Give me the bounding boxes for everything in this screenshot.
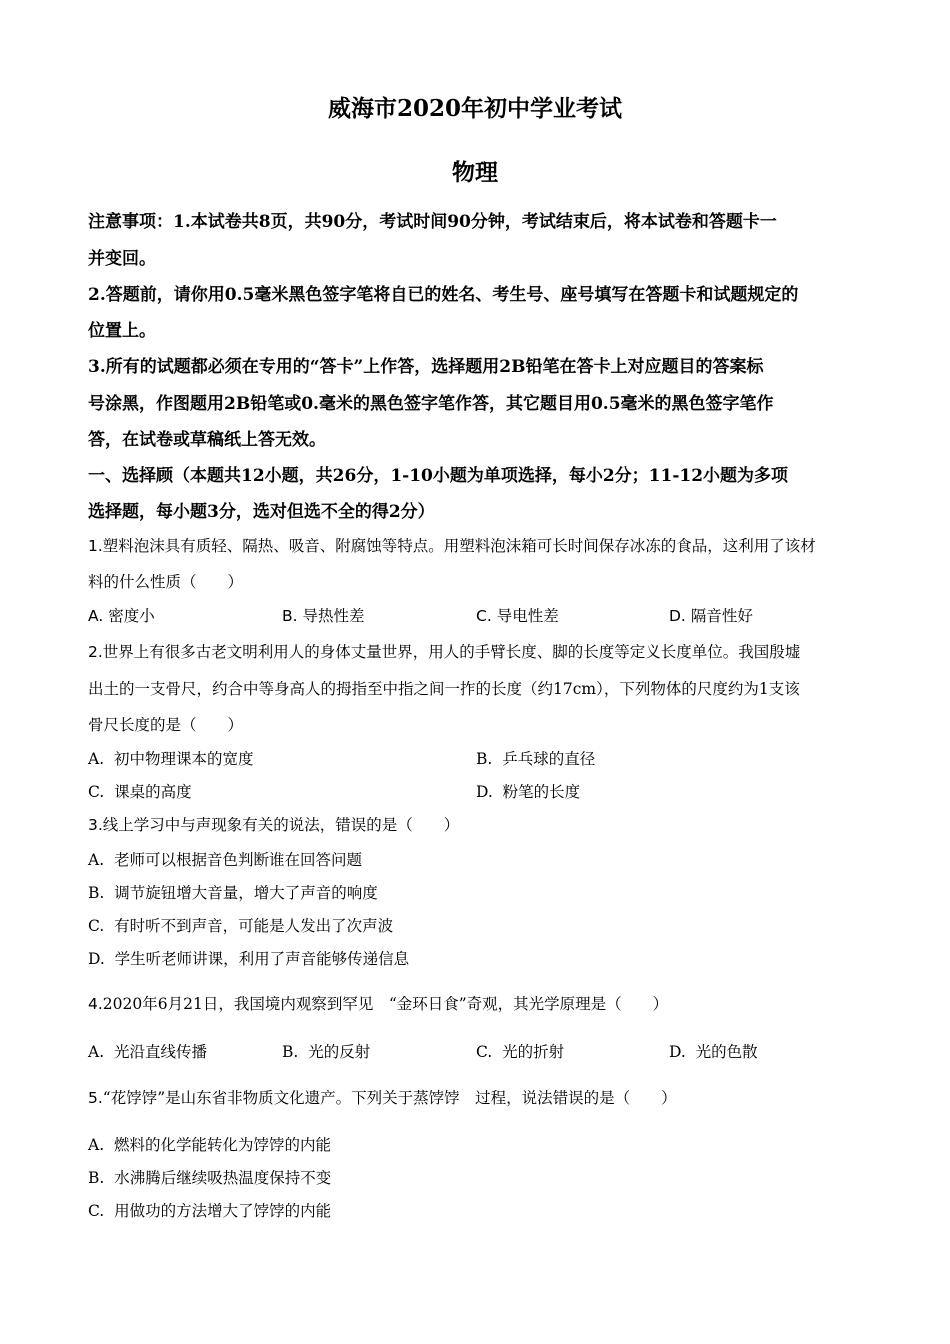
- question-5-number: 5.: [88, 1089, 103, 1107]
- question-5-option-b[interactable]: [88, 1166, 331, 1188]
- option-letter: C.: [88, 1202, 105, 1220]
- question-3-option-a[interactable]: [88, 848, 362, 870]
- option-letter: B.: [476, 750, 493, 768]
- question-2-line-1: [88, 640, 800, 662]
- question-1-stem: 塑料泡沫具有质轻、隔热、吸音、附腐蚀等特点。用塑料泡沫箱可长时间保存冰冻的食品，这利用了该材: [102, 537, 816, 555]
- option-text: 有时听不到声音，可能是人发出了次声波: [114, 917, 394, 935]
- question-1-number: 1.: [88, 537, 103, 555]
- option-letter: D.: [669, 1043, 686, 1061]
- option-text: 密度小: [108, 607, 155, 625]
- question-2-line-3: 骨尺长度的是（ ）: [88, 716, 244, 734]
- option-letter: C.: [476, 607, 492, 625]
- option-letter: A.: [88, 851, 105, 869]
- option-text: 水沸腾后继续吸热温度保持不变: [114, 1169, 332, 1187]
- notice-line-1: 注意事项：1.本试卷共8页，共90分，考试时间90分钟，考试结束后，将本试卷和答题卡一: [88, 212, 777, 232]
- question-4-option-c[interactable]: [476, 1040, 564, 1062]
- option-letter: A.: [88, 1136, 105, 1154]
- option-text: 调节旋钮增大音量，增大了声音的响度: [114, 884, 378, 902]
- question-5-line-1: [88, 1086, 677, 1108]
- question-5-stem: “花饽饽”是山东省非物质文化遗产。下列关于蒸饽饽 过程，说法错误的是（ ）: [102, 1089, 677, 1107]
- notice-line-5: 3.所有的试题都必须在专用的“答卡”上作答，选择题用2B铅笔在答卡上对应题目的答案标: [88, 357, 764, 377]
- question-2-option-c[interactable]: [88, 780, 192, 802]
- option-letter: A.: [88, 750, 105, 768]
- question-2-option-a[interactable]: [88, 747, 254, 769]
- question-2-number: 2.: [88, 643, 103, 661]
- subject-title: 物理: [452, 159, 498, 186]
- option-letter: B.: [282, 607, 298, 625]
- section-heading-line-1: 一、选择顾（本题共12小题，共26分，1-10小题为单项选择，每小2分；11-12小题为多项: [88, 466, 789, 486]
- option-text: 乒乓球的直径: [502, 750, 596, 768]
- option-text: 光的色散: [695, 1043, 758, 1061]
- option-letter: B.: [282, 1043, 299, 1061]
- question-4-option-d[interactable]: [669, 1040, 758, 1062]
- exam-title: 威海市2020年初中学业考试: [327, 95, 622, 122]
- question-4-stem: 2020年6月21日，我国境内观察到罕见 “金环日食”奇观，其光学原理是（ ）: [102, 995, 669, 1013]
- option-letter: C.: [88, 783, 105, 801]
- question-3-line-1: [88, 813, 459, 835]
- question-1-line-1: [88, 534, 816, 556]
- option-text: 老师可以根据音色判断谁在回答问题: [113, 851, 362, 869]
- question-1-line-2: 料的什么性质（ ）: [88, 573, 244, 591]
- option-text: 光的反射: [308, 1043, 371, 1061]
- option-text: 光的折射: [502, 1043, 565, 1061]
- option-text: 用做功的方法增大了饽饽的内能: [114, 1202, 332, 1220]
- option-text: 学生听老师讲课，利用了声音能够传递信息: [114, 950, 410, 968]
- option-letter: D.: [669, 607, 686, 625]
- question-1-option-d[interactable]: [669, 604, 753, 626]
- option-letter: D.: [476, 783, 493, 801]
- option-text: 导电性差: [496, 607, 559, 625]
- notice-line-4: 位置上。: [88, 321, 156, 341]
- question-1-option-a[interactable]: [88, 604, 155, 626]
- option-letter: C.: [476, 1043, 493, 1061]
- notice-line-6: 号涂黑，作图题用2B铅笔或0.毫米的黑色签字笔作答，其它题目用0.5毫米的黑色签字笔作: [88, 394, 774, 414]
- option-letter: B.: [88, 1169, 105, 1187]
- question-2-stem: 世界上有很多古老文明利用人的身体丈量世界，用人的手臂长度、脚的长度等定义长度单位。我国殷墟: [102, 643, 801, 661]
- option-text: 隔音性好: [690, 607, 753, 625]
- question-4-number: 4.: [88, 995, 103, 1013]
- option-text: 光沿直线传播: [113, 1043, 207, 1061]
- question-1-option-c[interactable]: [476, 604, 559, 626]
- option-letter: A.: [88, 607, 104, 625]
- question-5-option-a[interactable]: [88, 1133, 331, 1155]
- question-4-option-a[interactable]: [88, 1040, 207, 1062]
- option-text: 课桌的高度: [114, 783, 192, 801]
- notice-line-2: 并变回。: [88, 249, 156, 269]
- notice-line-7: 答，在试卷或草稿纸上答无效。: [88, 430, 326, 450]
- option-text: 导热性差: [302, 607, 365, 625]
- question-3-option-c[interactable]: [88, 914, 393, 936]
- notice-line-3: 2.答题前，请你用0.5毫米黑色签字笔将自已的姓名、考生号、座号填写在答题卡和试题规定的: [88, 285, 799, 305]
- option-text: 初中物理课本的宽度: [113, 750, 254, 768]
- question-3-option-d[interactable]: [88, 947, 409, 969]
- question-3-option-b[interactable]: [88, 881, 378, 903]
- question-2-option-b[interactable]: [476, 747, 595, 769]
- question-3-stem: 线上学习中与声现象有关的说法，错误的是（ ）: [102, 816, 460, 834]
- question-5-option-c[interactable]: [88, 1199, 331, 1221]
- question-4-option-b[interactable]: [282, 1040, 370, 1062]
- option-letter: B.: [88, 884, 105, 902]
- option-letter: C.: [88, 917, 105, 935]
- option-letter: A.: [88, 1043, 105, 1061]
- option-text: 粉笔的长度: [502, 783, 581, 801]
- option-text: 燃料的化学能转化为饽饽的内能: [113, 1136, 331, 1154]
- section-heading-line-2: 选择题，每小题3分，选对但选不全的得2分）: [88, 502, 435, 522]
- question-1-option-b[interactable]: [282, 604, 365, 626]
- question-2-line-2: 出土的一支骨尺，约合中等身高人的拇指至中指之间一拃的长度（约17cm），下列物体的尺度约为1支该: [88, 680, 800, 698]
- question-4-line-1: [88, 992, 668, 1014]
- option-letter: D.: [88, 950, 105, 968]
- question-3-number: 3.: [88, 816, 103, 834]
- question-2-option-d[interactable]: [476, 780, 580, 802]
